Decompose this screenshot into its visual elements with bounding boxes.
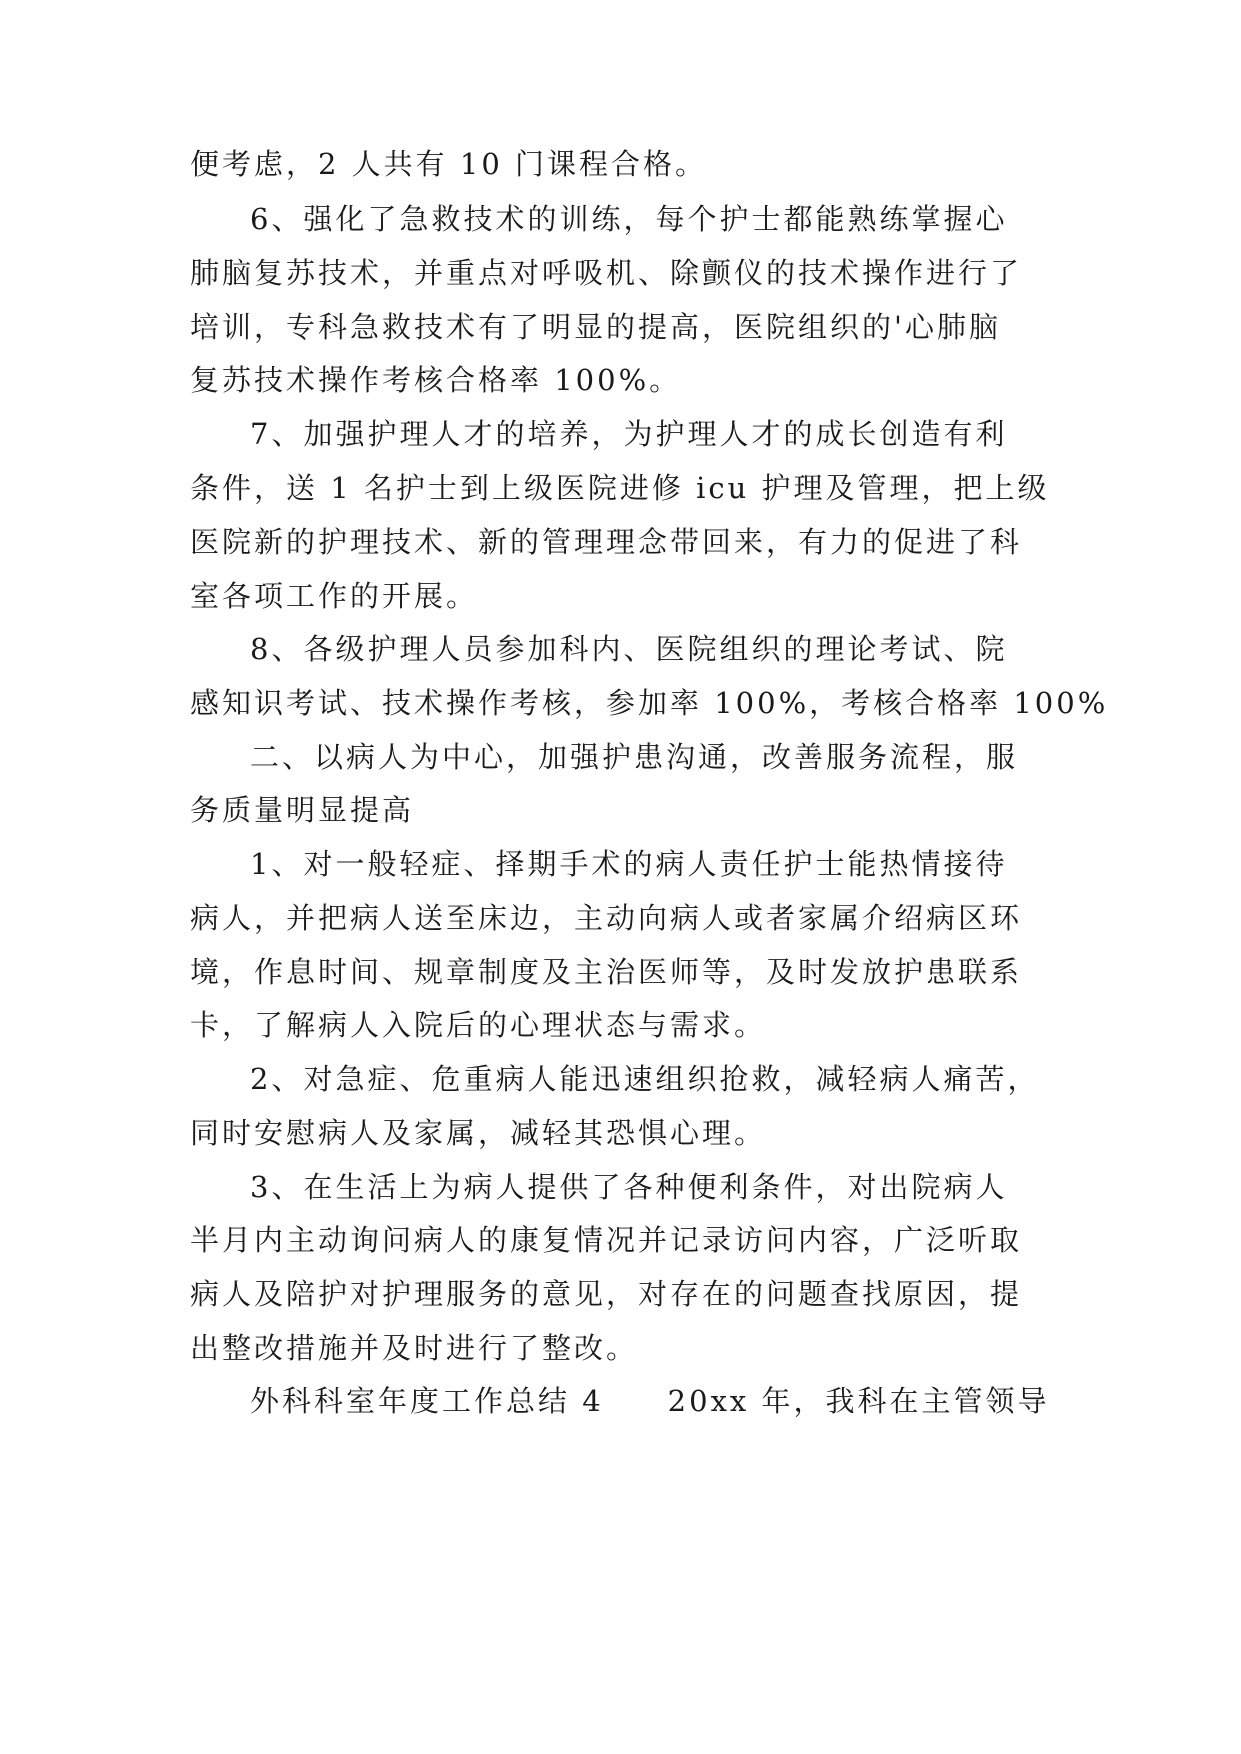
text-line: 医院新的护理技术、新的管理理念带回来，有力的促进了科 [190, 525, 1023, 559]
text-line: 病人，并把病人送至床边，主动向病人或者家属介绍病区环 [190, 901, 1023, 935]
text-line: 8、各级护理人员参加科内、医院组织的理论考试、院 [250, 632, 1008, 666]
text-line: 二、以病人为中心，加强护患沟通，改善服务流程，服 [250, 740, 1019, 774]
text-line: 卡，了解病人入院后的心理状态与需求。 [190, 1008, 767, 1042]
text-line: 境，作息时间、规章制度及主治医师等，及时发放护患联系 [190, 955, 1023, 989]
text-line: 1、对一般轻症、择期手术的病人责任护士能热情接待 [250, 847, 1008, 881]
text-line: 病人及陪护对护理服务的意见，对存在的问题查找原因，提 [190, 1277, 1023, 1311]
text-line: 出整改措施并及时进行了整改。 [190, 1331, 639, 1365]
text-line: 条件，送 1 名护士到上级医院进修 icu 护理及管理，把上级 [190, 471, 1050, 505]
text-line: 复苏技术操作考核合格率 100%。 [190, 363, 682, 397]
text-line: 便考虑，2 人共有 10 门课程合格。 [190, 147, 708, 181]
text-line: 室各项工作的开展。 [190, 579, 479, 613]
text-line: 感知识考试、技术操作考核，参加率 100%，考核合格率 100% [190, 686, 1109, 720]
text-line: 3、在生活上为病人提供了各种便利条件，对出院病人 [250, 1170, 1008, 1204]
text-line: 培训，专科急救技术有了明显的提高，医院组织的'心肺脑 [190, 310, 1001, 344]
text-line: 同时安慰病人及家属，减轻其恐惧心理。 [190, 1116, 767, 1150]
text-line: 肺脑复苏技术，并重点对呼吸机、除颤仪的技术操作进行了 [190, 256, 1023, 290]
text-line: 7、加强护理人才的培养，为护理人才的成长创造有利 [250, 417, 1008, 451]
text-line: 2、对急症、危重病人能迅速组织抢救，减轻病人痛苦， [250, 1062, 1040, 1096]
text-line: 务质量明显提高 [190, 793, 415, 827]
text-line: 6、强化了急救技术的训练，每个护士都能熟练掌握心 [250, 202, 1008, 236]
text-line: 半月内主动询问病人的康复情况并记录访问内容，广泛听取 [190, 1223, 1023, 1257]
text-line: 外科科室年度工作总结 4 20xx 年，我科在主管领导 [250, 1384, 1050, 1418]
